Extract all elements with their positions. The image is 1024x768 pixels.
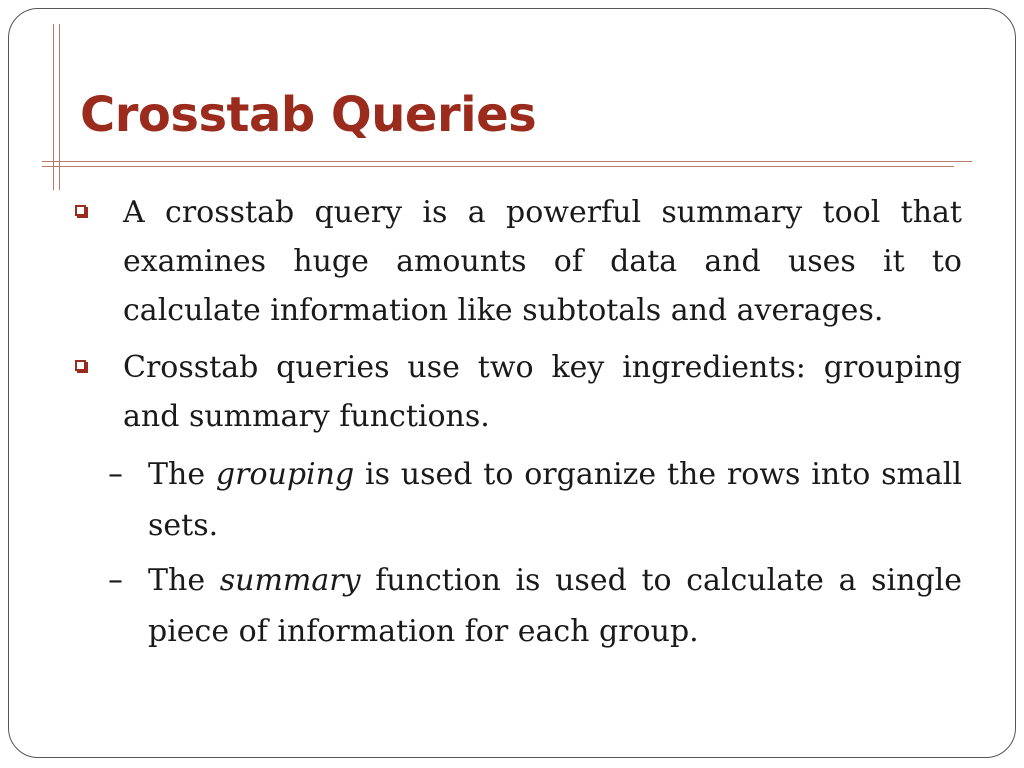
sub-bullet-text-before: The bbox=[148, 563, 220, 598]
sub-bullet-text-before: The bbox=[148, 457, 216, 492]
hollow-square-bullet-icon bbox=[75, 205, 86, 216]
dash-bullet-icon: – bbox=[108, 563, 123, 598]
sub-bullet-emphasis: summary bbox=[219, 563, 361, 598]
sub-bullet-emphasis: grouping bbox=[215, 457, 355, 492]
sub-bullet-text-after: is used to organize the rows into small sets. bbox=[148, 457, 962, 543]
decor-horizontal-line bbox=[42, 161, 972, 162]
dash-bullet-icon: – bbox=[108, 457, 123, 492]
hollow-square-bullet-icon bbox=[75, 360, 86, 371]
sub-bullet-text-after: function is used to calculate a single piece of information for each group. bbox=[148, 563, 962, 649]
bullet-item bbox=[70, 343, 962, 441]
bullet-text: A crosstab query is a powerful summary tool that examines huge amounts of data and uses it to calculate information like subtotals and averages. bbox=[123, 195, 962, 328]
slide-title: Crosstab Queries bbox=[80, 87, 537, 143]
slide-body bbox=[70, 188, 962, 661]
bullet-text: Crosstab queries use two key ingredients: grouping and summary functions. bbox=[123, 350, 962, 434]
decor-horizontal-line bbox=[42, 166, 954, 167]
sub-bullet-item bbox=[70, 555, 962, 657]
sub-bullet-item bbox=[70, 449, 962, 551]
bullet-item bbox=[70, 188, 962, 335]
